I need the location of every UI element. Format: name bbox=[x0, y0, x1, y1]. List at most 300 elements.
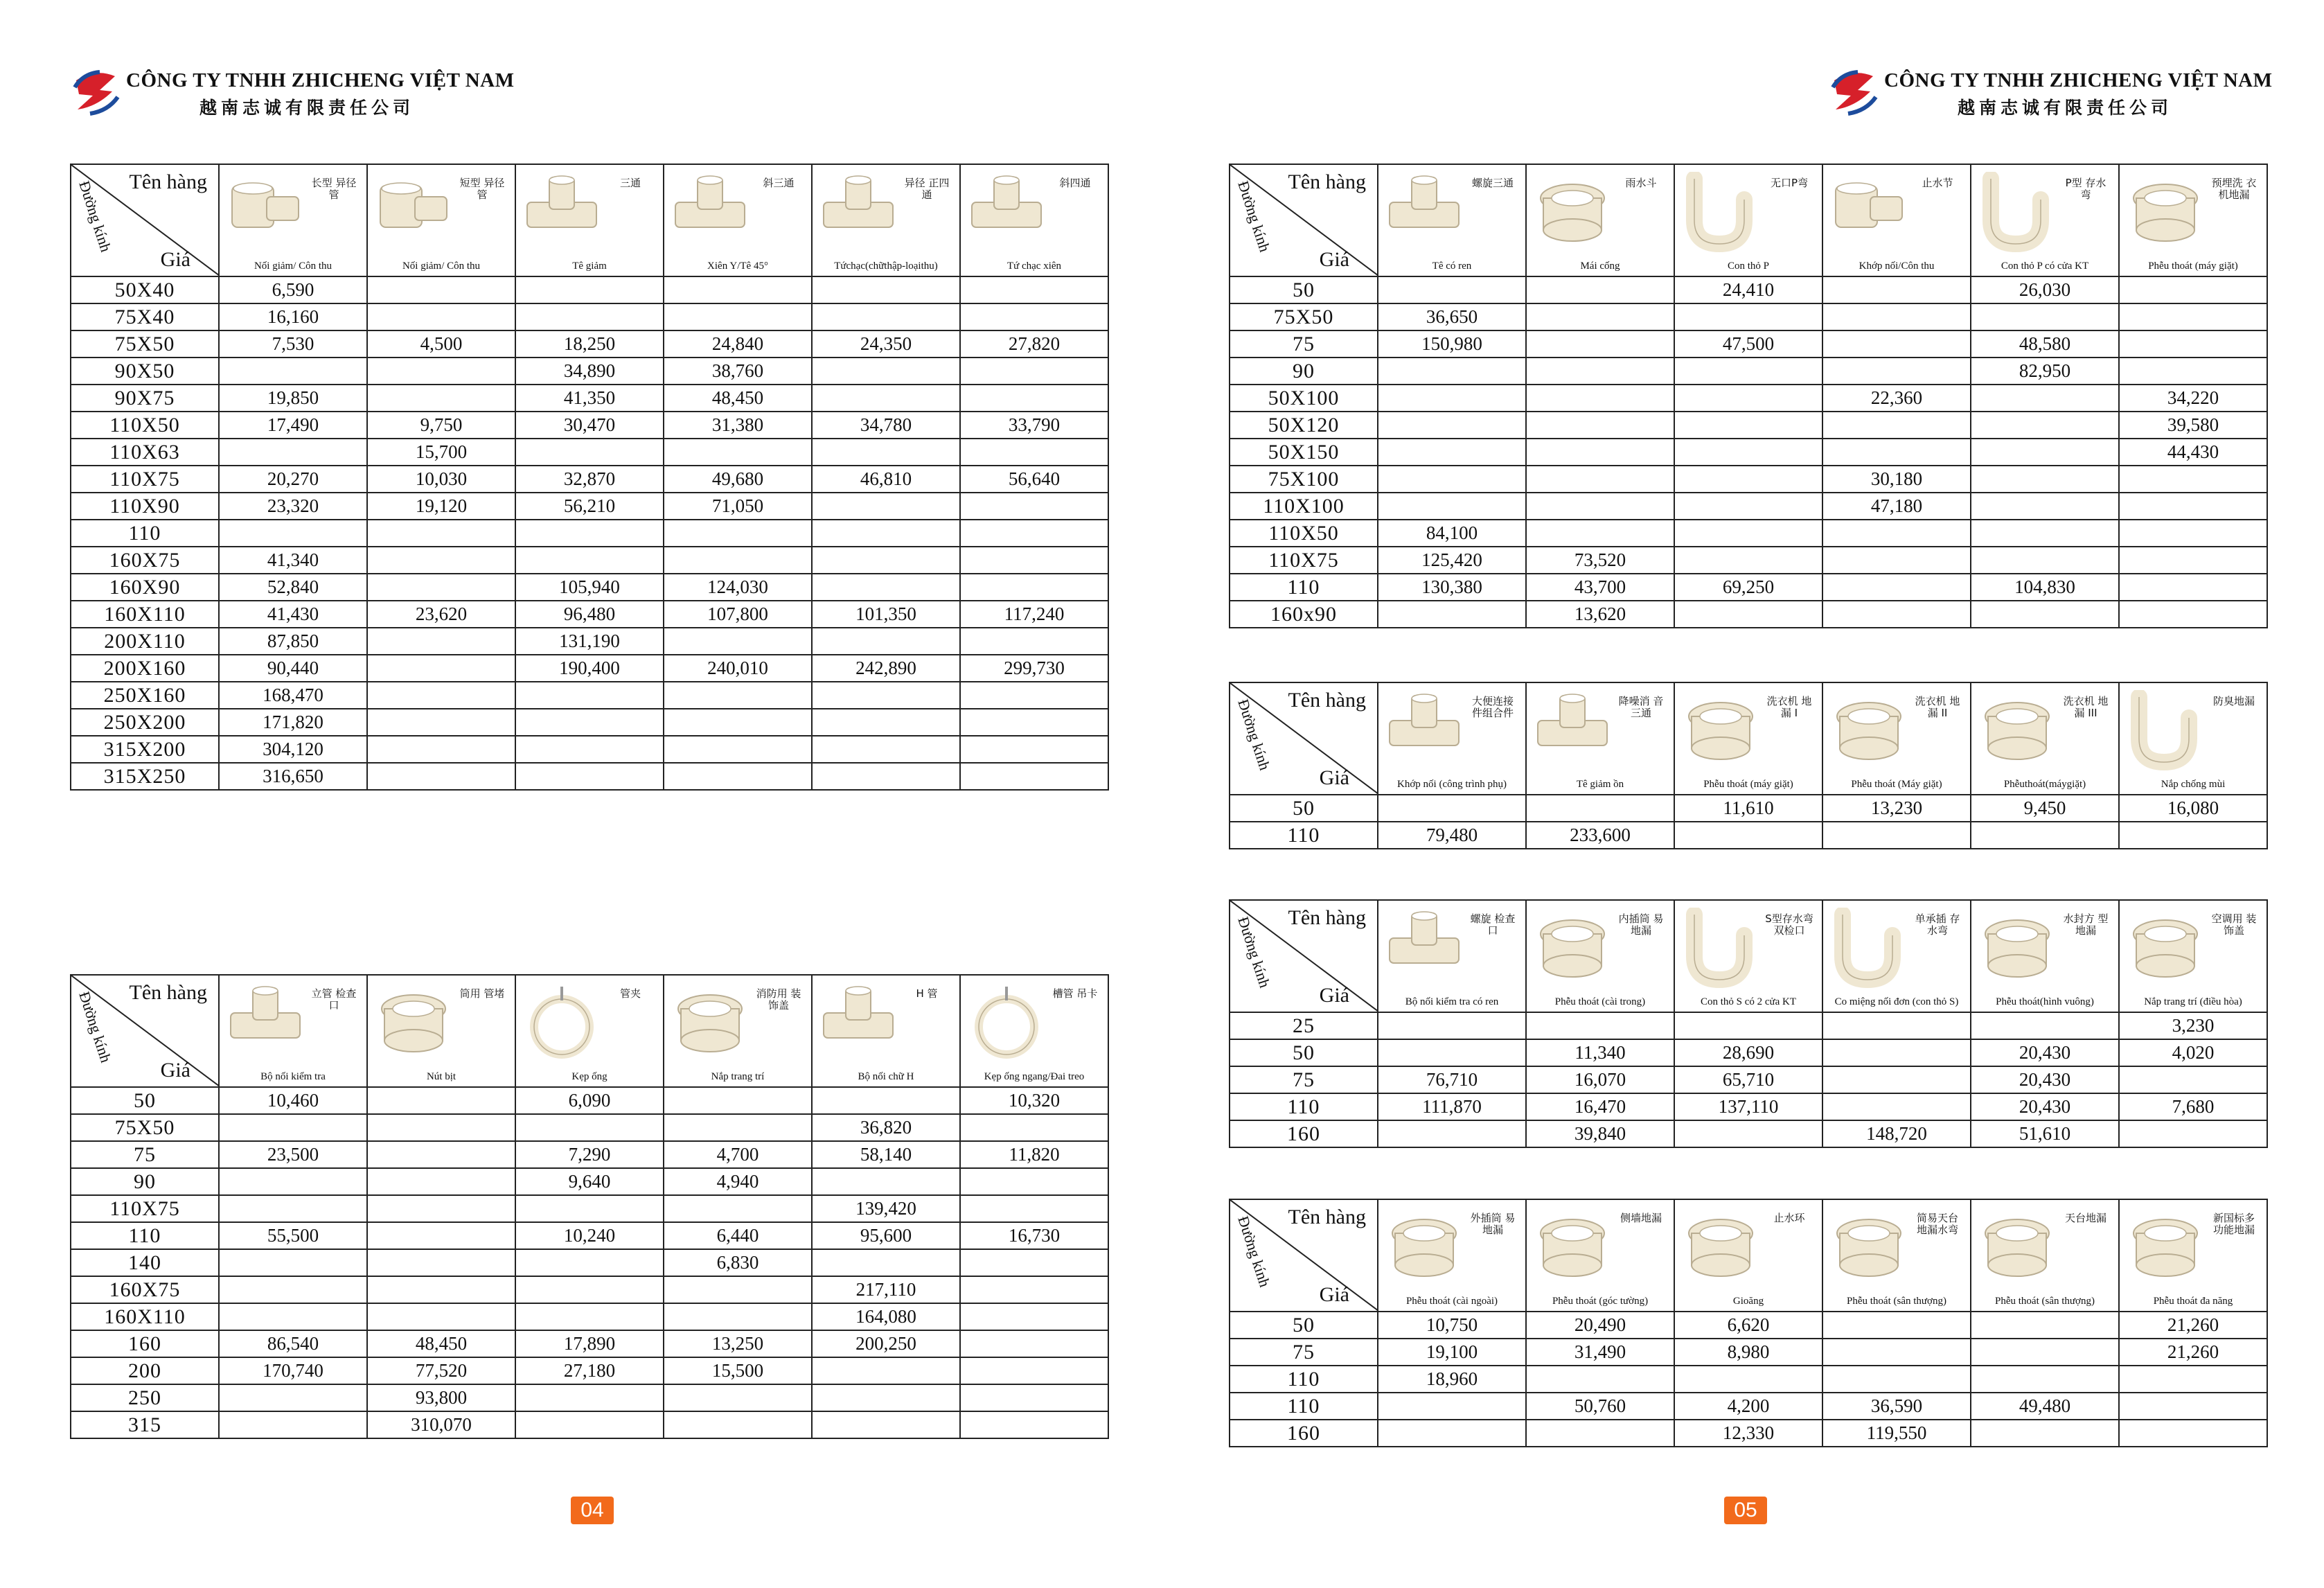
price-cell: 24,410 bbox=[1674, 276, 1822, 303]
size-cell: 110X75 bbox=[71, 466, 219, 493]
price-cell bbox=[1526, 795, 1674, 822]
price-cell bbox=[1822, 412, 1971, 439]
size-cell: 160 bbox=[71, 1330, 219, 1357]
size-cell: 75 bbox=[1230, 1339, 1378, 1366]
price-cell: 71,050 bbox=[664, 493, 812, 520]
product-name-cn: 止水环 bbox=[1773, 1212, 1805, 1224]
header-corner bbox=[71, 164, 219, 276]
price-cell bbox=[664, 303, 812, 330]
table-row bbox=[1230, 439, 2267, 466]
size-cell: 90X50 bbox=[71, 358, 219, 385]
product-header bbox=[515, 975, 664, 1087]
size-cell: 75X40 bbox=[71, 303, 219, 330]
price-cell bbox=[367, 520, 515, 547]
duong-kinh-label: Đường kính bbox=[1234, 697, 1274, 773]
price-cell: 16,730 bbox=[960, 1222, 1108, 1249]
decor-ring-icon bbox=[670, 982, 749, 1064]
product-header bbox=[1674, 1199, 1822, 1312]
table-row bbox=[1230, 1339, 2267, 1366]
table-row bbox=[71, 466, 1108, 493]
price-cell: 56,640 bbox=[960, 466, 1108, 493]
table-row bbox=[71, 574, 1108, 601]
price-cell: 119,550 bbox=[1822, 1420, 1971, 1447]
price-cell bbox=[960, 574, 1108, 601]
table-row bbox=[1230, 574, 2267, 601]
price-cell: 24,350 bbox=[812, 330, 960, 358]
price-cell: 130,380 bbox=[1378, 574, 1526, 601]
price-cell bbox=[2119, 1366, 2267, 1393]
size-cell: 110 bbox=[1230, 822, 1378, 849]
price-cell bbox=[1526, 276, 1674, 303]
price-cell bbox=[1378, 1120, 1526, 1147]
price-cell bbox=[515, 1276, 664, 1303]
price-cell: 7,290 bbox=[515, 1141, 664, 1168]
price-cell bbox=[812, 303, 960, 330]
price-cell bbox=[1526, 1366, 1674, 1393]
price-cell bbox=[812, 1168, 960, 1195]
price-cell bbox=[812, 493, 960, 520]
product-header bbox=[219, 975, 367, 1087]
size-cell: 110 bbox=[1230, 1366, 1378, 1393]
price-cell bbox=[1674, 358, 1822, 385]
price-cell: 18,250 bbox=[515, 330, 664, 358]
product-name-cn: 洗衣机 地漏 I bbox=[1766, 695, 1812, 719]
price-cell: 200,250 bbox=[812, 1330, 960, 1357]
price-cell bbox=[664, 709, 812, 736]
table-row bbox=[71, 1141, 1108, 1168]
product-name-vi: Co miệng nối đơn (con thỏ S) bbox=[1834, 996, 1959, 1007]
price-cell: 65,710 bbox=[1674, 1066, 1822, 1093]
header-corner bbox=[1230, 682, 1378, 795]
product-header bbox=[1526, 1199, 1674, 1312]
product-name-cn: P型 存水弯 bbox=[2065, 177, 2106, 201]
price-cell bbox=[367, 1195, 515, 1222]
price-cell: 150,980 bbox=[1378, 330, 1526, 358]
end-cap-icon bbox=[373, 982, 453, 1064]
price-cell bbox=[367, 1087, 515, 1114]
size-cell: 160X75 bbox=[71, 1276, 219, 1303]
price-table-accessories bbox=[70, 974, 1109, 1439]
price-cell: 41,340 bbox=[219, 547, 367, 574]
price-cell: 22,360 bbox=[1822, 385, 1971, 412]
price-cell bbox=[1378, 439, 1526, 466]
price-cell bbox=[664, 547, 812, 574]
washer-drain-1-icon bbox=[1680, 690, 1760, 772]
size-cell: 90X75 bbox=[71, 385, 219, 412]
price-cell bbox=[367, 682, 515, 709]
product-name-vi: Kẹp ống bbox=[571, 1071, 607, 1082]
price-cell bbox=[515, 547, 664, 574]
y-tee-icon bbox=[670, 172, 749, 254]
product-name-cn: 立管 检查口 bbox=[311, 987, 357, 1012]
price-cell bbox=[664, 682, 812, 709]
price-cell: 23,320 bbox=[219, 493, 367, 520]
ten-hang-label: Tên hàng bbox=[129, 170, 207, 193]
price-cell: 20,430 bbox=[1971, 1066, 2119, 1093]
price-cell: 11,820 bbox=[960, 1141, 1108, 1168]
price-cell bbox=[1971, 466, 2119, 493]
price-cell bbox=[367, 303, 515, 330]
price-cell bbox=[664, 1303, 812, 1330]
washer-drain-3-icon bbox=[1977, 690, 2057, 772]
price-cell: 33,790 bbox=[960, 412, 1108, 439]
product-header bbox=[960, 164, 1108, 276]
price-cell bbox=[960, 1114, 1108, 1141]
price-cell: 101,350 bbox=[812, 601, 960, 628]
silent-tee-icon bbox=[1532, 690, 1612, 772]
price-cell: 31,380 bbox=[664, 412, 812, 439]
product-name-vi: Tê giảm ồn bbox=[1576, 779, 1624, 790]
price-table-check-drains bbox=[1229, 899, 2268, 1148]
price-cell bbox=[1822, 358, 1971, 385]
size-cell: 110 bbox=[1230, 1393, 1378, 1420]
price-cell bbox=[1526, 412, 1674, 439]
page-number: 05 bbox=[1724, 1497, 1767, 1524]
price-cell bbox=[219, 1384, 367, 1411]
price-cell: 124,030 bbox=[664, 574, 812, 601]
product-name-vi: Bộ nối chữ H bbox=[858, 1071, 914, 1082]
price-cell bbox=[367, 574, 515, 601]
price-cell bbox=[960, 1384, 1108, 1411]
price-cell bbox=[1378, 358, 1526, 385]
price-cell bbox=[1822, 1366, 1971, 1393]
price-cell bbox=[1674, 1012, 1822, 1039]
size-cell: 160X110 bbox=[71, 601, 219, 628]
price-cell bbox=[2119, 330, 2267, 358]
price-cell: 10,320 bbox=[960, 1087, 1108, 1114]
price-cell bbox=[1971, 303, 2119, 330]
price-cell: 51,610 bbox=[1971, 1120, 2119, 1147]
ten-hang-label: Tên hàng bbox=[1288, 689, 1366, 712]
ac-cover-icon bbox=[2125, 908, 2205, 989]
price-cell: 16,080 bbox=[2119, 795, 2267, 822]
price-cell: 10,460 bbox=[219, 1087, 367, 1114]
table-row bbox=[1230, 795, 2267, 822]
price-cell: 34,780 bbox=[812, 412, 960, 439]
price-cell bbox=[1526, 466, 1674, 493]
price-cell bbox=[515, 1114, 664, 1141]
rain-funnel-icon bbox=[1532, 172, 1612, 254]
table-row bbox=[1230, 1012, 2267, 1039]
price-cell bbox=[1526, 520, 1674, 547]
price-cell bbox=[1971, 1312, 2119, 1339]
gia-label: Giá bbox=[1319, 984, 1349, 1007]
price-cell bbox=[812, 736, 960, 763]
header-corner bbox=[71, 975, 219, 1087]
table-header-row bbox=[1230, 164, 2267, 276]
ten-hang-label: Tên hàng bbox=[1288, 170, 1366, 193]
product-name-cn: 防臭地漏 bbox=[2212, 695, 2255, 707]
price-cell bbox=[664, 520, 812, 547]
price-cell bbox=[960, 547, 1108, 574]
price-cell: 36,590 bbox=[1822, 1393, 1971, 1420]
product-name-cn: 槽管 吊卡 bbox=[1052, 987, 1098, 1000]
price-cell: 304,120 bbox=[219, 736, 367, 763]
price-cell: 26,030 bbox=[1971, 276, 2119, 303]
size-cell: 250X160 bbox=[71, 682, 219, 709]
price-cell bbox=[219, 1411, 367, 1438]
price-cell: 168,470 bbox=[219, 682, 367, 709]
price-cell bbox=[1378, 466, 1526, 493]
duong-kinh-label: Đường kính bbox=[76, 989, 115, 1065]
table-row bbox=[1230, 822, 2267, 849]
price-cell: 4,940 bbox=[664, 1168, 812, 1195]
size-cell: 110 bbox=[1230, 1093, 1378, 1120]
product-name-cn: 天台地漏 bbox=[2064, 1212, 2106, 1224]
price-cell bbox=[367, 1249, 515, 1276]
price-cell bbox=[1526, 358, 1674, 385]
product-name-vi: Nút bịt bbox=[426, 1071, 456, 1082]
price-cell bbox=[1526, 1420, 1674, 1447]
size-cell: 160X90 bbox=[71, 574, 219, 601]
price-cell bbox=[367, 655, 515, 682]
table-row bbox=[71, 1087, 1108, 1114]
price-cell: 11,610 bbox=[1674, 795, 1822, 822]
price-cell bbox=[960, 1330, 1108, 1357]
price-cell bbox=[1971, 493, 2119, 520]
price-cell: 7,530 bbox=[219, 330, 367, 358]
table-row bbox=[71, 1303, 1108, 1330]
size-cell: 50X120 bbox=[1230, 412, 1378, 439]
table-header-row bbox=[1230, 900, 2267, 1012]
product-name-vi: Phễu thoát đa năng bbox=[2153, 1296, 2233, 1307]
size-cell: 50 bbox=[1230, 795, 1378, 822]
price-cell bbox=[1822, 439, 1971, 466]
price-cell: 217,110 bbox=[812, 1276, 960, 1303]
product-header bbox=[1822, 900, 1971, 1012]
price-cell: 20,490 bbox=[1526, 1312, 1674, 1339]
price-cell: 73,520 bbox=[1526, 547, 1674, 574]
price-cell: 125,420 bbox=[1378, 547, 1526, 574]
price-cell: 49,480 bbox=[1971, 1393, 2119, 1420]
product-name-vi: Xiên Y/Tê 45° bbox=[707, 261, 768, 272]
price-cell: 23,620 bbox=[367, 601, 515, 628]
price-cell bbox=[515, 709, 664, 736]
product-name-vi: Phễu thoát (máy giặt) bbox=[1703, 779, 1793, 790]
price-cell bbox=[2119, 547, 2267, 574]
table-row bbox=[1230, 1066, 2267, 1093]
table-row bbox=[71, 1357, 1108, 1384]
s-trap-icon bbox=[1680, 908, 1760, 989]
price-cell bbox=[1674, 493, 1822, 520]
price-cell bbox=[219, 358, 367, 385]
product-header bbox=[1822, 164, 1971, 276]
price-cell: 48,580 bbox=[1971, 330, 2119, 358]
price-cell: 9,750 bbox=[367, 412, 515, 439]
price-cell bbox=[2119, 574, 2267, 601]
size-cell: 160X75 bbox=[71, 547, 219, 574]
price-cell: 39,580 bbox=[2119, 412, 2267, 439]
price-cell bbox=[1822, 276, 1971, 303]
price-cell bbox=[515, 682, 664, 709]
price-cell bbox=[367, 547, 515, 574]
header-corner bbox=[1230, 164, 1378, 276]
size-cell: 50 bbox=[71, 1087, 219, 1114]
price-cell bbox=[367, 385, 515, 412]
price-cell bbox=[960, 493, 1108, 520]
price-cell bbox=[960, 628, 1108, 655]
product-name-cn: 简易天台 地漏水弯 bbox=[1916, 1212, 1958, 1236]
price-cell: 131,190 bbox=[515, 628, 664, 655]
price-cell bbox=[219, 520, 367, 547]
duong-kinh-label: Đường kính bbox=[1234, 915, 1274, 990]
product-name-cn: 无口P弯 bbox=[1770, 177, 1809, 189]
price-cell bbox=[1526, 439, 1674, 466]
price-cell: 95,600 bbox=[812, 1222, 960, 1249]
price-cell bbox=[1971, 1366, 2119, 1393]
price-cell: 240,010 bbox=[664, 655, 812, 682]
product-name-vi: Nối giảm/ Côn thu bbox=[254, 261, 332, 272]
price-cell: 41,350 bbox=[515, 385, 664, 412]
product-header bbox=[1526, 164, 1674, 276]
table-row bbox=[71, 330, 1108, 358]
ten-hang-label: Tên hàng bbox=[1288, 906, 1366, 929]
duong-kinh-label: Đường kính bbox=[1234, 179, 1274, 254]
product-header bbox=[812, 164, 960, 276]
table-row bbox=[1230, 493, 2267, 520]
price-cell bbox=[367, 358, 515, 385]
price-cell bbox=[367, 1114, 515, 1141]
product-name-cn: 长型 异径管 bbox=[311, 177, 357, 201]
product-name-vi: Mái cống bbox=[1580, 261, 1620, 272]
price-cell bbox=[1822, 520, 1971, 547]
product-name-cn: 降噪消 音三通 bbox=[1618, 695, 1664, 719]
product-name-cn: 洗衣机 地漏 II bbox=[1915, 695, 1960, 719]
price-cell bbox=[1378, 493, 1526, 520]
price-cell bbox=[1378, 412, 1526, 439]
price-cell: 76,710 bbox=[1378, 1066, 1526, 1093]
price-cell: 316,650 bbox=[219, 763, 367, 790]
price-cell bbox=[2119, 1066, 2267, 1093]
product-header bbox=[1971, 900, 2119, 1012]
product-header bbox=[664, 975, 812, 1087]
gia-label: Giá bbox=[1319, 248, 1349, 271]
product-header bbox=[812, 975, 960, 1087]
price-cell: 9,640 bbox=[515, 1168, 664, 1195]
page-number: 04 bbox=[571, 1497, 614, 1524]
table-row bbox=[1230, 1366, 2267, 1393]
size-cell: 110X100 bbox=[1230, 493, 1378, 520]
price-cell bbox=[1822, 1012, 1971, 1039]
table-row bbox=[71, 709, 1108, 736]
product-name-vi: Phễu thoát (cài ngoài) bbox=[1405, 1296, 1498, 1307]
price-cell bbox=[664, 1114, 812, 1141]
p-trap-door-icon bbox=[1977, 172, 2057, 254]
product-name-cn: 空调用 装饰盖 bbox=[2211, 912, 2257, 937]
price-cell bbox=[812, 1384, 960, 1411]
product-name-vi: Nắp trang trí bbox=[711, 1071, 765, 1082]
product-header bbox=[1822, 1199, 1971, 1312]
price-cell bbox=[367, 1303, 515, 1330]
water-stop-icon bbox=[1829, 172, 1908, 254]
price-cell: 16,070 bbox=[1526, 1066, 1674, 1093]
product-name-cn: 止水节 bbox=[1922, 177, 1953, 189]
price-cell bbox=[2119, 358, 2267, 385]
table-row bbox=[71, 358, 1108, 385]
price-cell: 13,230 bbox=[1822, 795, 1971, 822]
table-row bbox=[1230, 601, 2267, 628]
price-cell: 137,110 bbox=[1674, 1093, 1822, 1120]
price-cell bbox=[1674, 466, 1822, 493]
product-header bbox=[1526, 682, 1674, 795]
threaded-tee-icon bbox=[1384, 172, 1464, 254]
gia-label: Giá bbox=[1319, 1283, 1349, 1306]
price-cell bbox=[1822, 330, 1971, 358]
price-table-fittings bbox=[70, 164, 1109, 791]
reducer-icon bbox=[225, 172, 305, 254]
product-name-vi: Nắp chống mùi bbox=[2161, 779, 2226, 790]
price-cell bbox=[1526, 330, 1674, 358]
product-name-cn: 螺旋三通 bbox=[1471, 177, 1514, 189]
price-cell: 49,680 bbox=[664, 466, 812, 493]
product-header bbox=[1526, 900, 1674, 1012]
price-cell: 148,720 bbox=[1822, 1120, 1971, 1147]
table-row bbox=[71, 736, 1108, 763]
price-cell: 4,700 bbox=[664, 1141, 812, 1168]
price-cell bbox=[219, 1303, 367, 1330]
price-table-traps bbox=[1229, 164, 2268, 628]
product-name-vi: Bộ nối kiểm tra có ren bbox=[1405, 996, 1499, 1007]
tee-icon bbox=[522, 172, 601, 254]
price-cell bbox=[367, 1276, 515, 1303]
price-cell: 84,100 bbox=[1378, 520, 1526, 547]
odor-trap-icon bbox=[2125, 690, 2205, 772]
product-header bbox=[1378, 900, 1526, 1012]
product-name-vi: Tê có ren bbox=[1432, 261, 1472, 272]
size-cell: 110X90 bbox=[71, 493, 219, 520]
price-cell bbox=[812, 1411, 960, 1438]
price-cell: 19,850 bbox=[219, 385, 367, 412]
table-row bbox=[71, 493, 1108, 520]
price-cell bbox=[1674, 1366, 1822, 1393]
roof-drain-simple-icon bbox=[1829, 1207, 1908, 1289]
price-cell bbox=[812, 1357, 960, 1384]
price-cell bbox=[960, 1276, 1108, 1303]
price-cell: 36,820 bbox=[812, 1114, 960, 1141]
table-row bbox=[1230, 358, 2267, 385]
price-cell bbox=[812, 1249, 960, 1276]
price-cell: 10,750 bbox=[1378, 1312, 1526, 1339]
price-cell bbox=[1971, 1420, 2119, 1447]
table-header-row bbox=[1230, 1199, 2267, 1312]
table-row bbox=[71, 1168, 1108, 1195]
product-name-vi: Nắp trang trí (điều hòa) bbox=[2144, 996, 2242, 1007]
price-cell: 11,340 bbox=[1526, 1039, 1674, 1066]
table-row bbox=[71, 601, 1108, 628]
price-cell: 17,890 bbox=[515, 1330, 664, 1357]
product-header bbox=[1378, 682, 1526, 795]
price-cell bbox=[1526, 303, 1674, 330]
product-name-vi: Phễu thoát (góc tường) bbox=[1552, 1296, 1649, 1307]
price-cell bbox=[1378, 276, 1526, 303]
product-header bbox=[1378, 164, 1526, 276]
price-cell bbox=[960, 276, 1108, 303]
price-cell bbox=[2119, 601, 2267, 628]
oblique-cross-icon bbox=[966, 172, 1046, 254]
price-cell: 242,890 bbox=[812, 655, 960, 682]
product-name-cn: 水封方 型地漏 bbox=[2063, 912, 2109, 937]
product-name-vi: Phễu thoát(hình vuông) bbox=[1996, 996, 2094, 1007]
table-row bbox=[1230, 1039, 2267, 1066]
product-name-vi: Phễu thoát (Máy giặt) bbox=[1851, 779, 1942, 790]
price-cell bbox=[1674, 822, 1822, 849]
price-cell: 9,450 bbox=[1971, 795, 2119, 822]
product-name-cn: 新国标多 功能地漏 bbox=[2212, 1212, 2255, 1236]
price-cell bbox=[812, 682, 960, 709]
price-cell bbox=[1822, 303, 1971, 330]
price-cell bbox=[960, 763, 1108, 790]
price-cell: 190,400 bbox=[515, 655, 664, 682]
